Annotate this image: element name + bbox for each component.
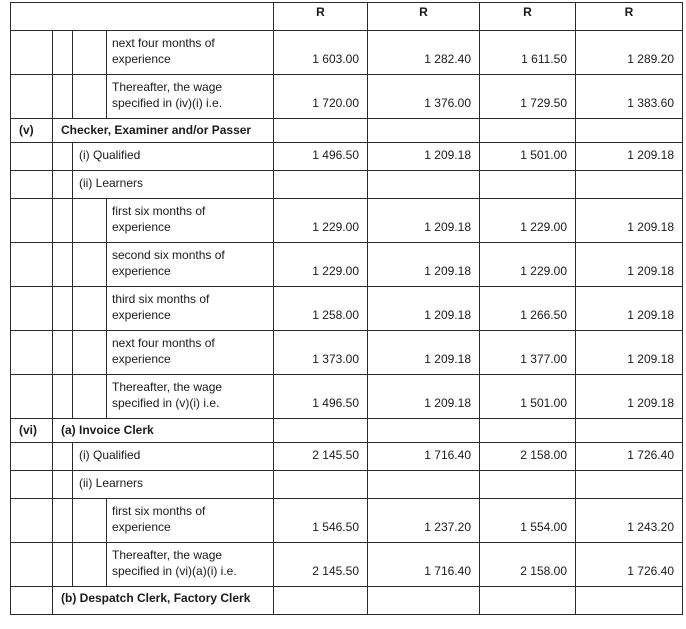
wage-value: 1 209.18: [627, 308, 674, 322]
value-cell: [273, 498, 368, 543]
wage-value: 1 209.18: [627, 396, 674, 410]
value-cell: [367, 170, 480, 199]
wage-value: 1 383.60: [627, 96, 674, 110]
wage-value: 1 209.18: [424, 352, 471, 366]
wage-value: 1 209.18: [627, 264, 674, 278]
section-number-cell: [10, 118, 53, 143]
value-cell: [479, 330, 576, 375]
value-cell: [273, 586, 368, 615]
indent-cell: [72, 374, 107, 419]
value-cell: [273, 142, 368, 171]
wage-value: 1 546.50: [312, 520, 359, 534]
value-cell: [273, 470, 368, 499]
section-label-cell: [52, 586, 274, 615]
value-cell: [479, 418, 576, 443]
indent-cell: [10, 470, 53, 499]
row-label-line: experience: [112, 220, 171, 234]
wage-value: 2 158.00: [520, 564, 567, 578]
value-cell: [273, 286, 368, 331]
section-label: (b) Despatch Clerk, Factory Clerk: [61, 591, 251, 605]
value-cell: [575, 542, 683, 587]
indent-cell: [52, 242, 73, 287]
wage-value: 1 603.00: [312, 52, 359, 66]
indent-cell: [52, 442, 73, 471]
indent-cell: [52, 330, 73, 375]
value-cell: [367, 286, 480, 331]
row-label-line: Thereafter, the wage: [112, 380, 223, 394]
value-cell: [575, 170, 683, 199]
wage-value: 1 209.18: [424, 220, 471, 234]
value-cell: [367, 442, 480, 471]
section-label-cell: [52, 118, 274, 143]
indent-cell: [10, 286, 53, 331]
wage-value: 1 209.18: [424, 264, 471, 278]
value-cell: [575, 142, 683, 171]
value-cell: [479, 374, 576, 419]
wage-value: 1 209.18: [424, 148, 471, 162]
wage-value: 1 729.50: [520, 96, 567, 110]
value-cell: [367, 330, 480, 375]
value-cell: [273, 198, 368, 243]
value-cell: [273, 542, 368, 587]
indent-cell: [72, 330, 107, 375]
section-label-cell: [52, 418, 274, 443]
value-cell: [575, 498, 683, 543]
value-cell: [575, 198, 683, 243]
indent-cell: [52, 498, 73, 543]
value-cell: [575, 330, 683, 375]
row-label-cell: [106, 286, 274, 331]
value-cell: [575, 242, 683, 287]
header-cell: [479, 2, 576, 31]
row-label-cell: [72, 170, 274, 199]
row-label-cell: [72, 470, 274, 499]
value-cell: [479, 170, 576, 199]
value-cell: [479, 242, 576, 287]
row-label-line: experience: [112, 308, 171, 322]
row-label-cell: [72, 442, 274, 471]
header-cell: [367, 2, 480, 31]
value-cell: [273, 374, 368, 419]
row-label-cell: [72, 142, 274, 171]
value-cell: [575, 118, 683, 143]
value-cell: [273, 330, 368, 375]
indent-cell: [10, 170, 53, 199]
section-number-cell: [10, 418, 53, 443]
indent-cell: [52, 142, 73, 171]
value-cell: [479, 30, 576, 75]
row-label: (i) Qualified: [79, 448, 141, 462]
row-label-line: third six months of: [112, 292, 210, 306]
wage-value: 1 266.50: [520, 308, 567, 322]
section-label: Checker, Examiner and/or Passer: [61, 123, 252, 137]
row-label-line: second six months of: [112, 248, 225, 262]
wage-value: 1 209.18: [424, 396, 471, 410]
row-label-cell: [106, 374, 274, 419]
value-cell: [479, 198, 576, 243]
row-label-line: experience: [112, 52, 171, 66]
value-cell: [273, 118, 368, 143]
value-cell: [479, 74, 576, 119]
value-cell: [367, 242, 480, 287]
indent-cell: [10, 30, 53, 75]
indent-cell: [52, 374, 73, 419]
value-cell: [575, 418, 683, 443]
header-label-cell: [10, 2, 274, 31]
wage-value: 1 501.00: [520, 396, 567, 410]
wage-value: 1 377.00: [520, 352, 567, 366]
wage-value: 1 716.40: [424, 448, 471, 462]
indent-cell: [10, 142, 53, 171]
row-label-line: specified in (iv)(i) i.e.: [112, 96, 223, 110]
row-label-line: first six months of: [112, 504, 206, 518]
indent-cell: [10, 374, 53, 419]
wage-value: 1 289.20: [627, 52, 674, 66]
row-label-line: specified in (vi)(a)(i) i.e.: [112, 564, 237, 578]
wage-value: 1 229.00: [312, 264, 359, 278]
value-cell: [575, 286, 683, 331]
value-cell: [273, 30, 368, 75]
currency-header: R: [316, 5, 325, 19]
indent-cell: [10, 330, 53, 375]
indent-cell: [72, 498, 107, 543]
value-cell: [479, 498, 576, 543]
wage-value: 2 145.50: [312, 448, 359, 462]
wage-value: 1 554.00: [520, 520, 567, 534]
value-cell: [367, 418, 480, 443]
value-cell: [479, 586, 576, 615]
value-cell: [575, 470, 683, 499]
wage-value: 1 229.00: [520, 264, 567, 278]
wage-value: 2 158.00: [520, 448, 567, 462]
value-cell: [367, 374, 480, 419]
wage-value: 1 258.00: [312, 308, 359, 322]
value-cell: [575, 74, 683, 119]
indent-cell: [10, 442, 53, 471]
row-label-line: experience: [112, 520, 171, 534]
indent-cell: [52, 542, 73, 587]
indent-cell: [52, 30, 73, 75]
wage-value: 1 243.20: [627, 520, 674, 534]
row-label-cell: [106, 330, 274, 375]
section-label: (a) Invoice Clerk: [61, 423, 154, 437]
wage-value: 1 496.50: [312, 148, 359, 162]
row-label-cell: [106, 30, 274, 75]
currency-header: R: [523, 5, 532, 19]
wage-value: 1 237.20: [424, 520, 471, 534]
wage-value: 1 209.18: [627, 148, 674, 162]
wage-value: 1 611.50: [521, 52, 567, 66]
section-number: (vi): [19, 423, 37, 437]
wage-value: 1 376.00: [424, 96, 471, 110]
value-cell: [367, 30, 480, 75]
value-cell: [273, 442, 368, 471]
wage-value: 1 501.00: [520, 148, 567, 162]
wage-value: 1 209.18: [424, 308, 471, 322]
indent-cell: [10, 198, 53, 243]
wage-value: 1 726.40: [627, 448, 674, 462]
value-cell: [367, 498, 480, 543]
value-cell: [575, 442, 683, 471]
indent-cell: [52, 170, 73, 199]
value-cell: [367, 118, 480, 143]
indent-cell: [72, 242, 107, 287]
row-label: (ii) Learners: [79, 476, 144, 490]
wage-value: 1 209.18: [627, 352, 674, 366]
wage-value: 1 229.00: [312, 220, 359, 234]
value-cell: [367, 198, 480, 243]
value-cell: [479, 542, 576, 587]
value-cell: [575, 30, 683, 75]
value-cell: [367, 586, 480, 615]
wage-value: 1 720.00: [312, 96, 359, 110]
wage-value: 1 726.40: [627, 564, 674, 578]
indent-cell: [52, 74, 73, 119]
wage-value: 1 209.18: [627, 220, 674, 234]
row-label-line: next four months of: [112, 336, 215, 350]
row-label-line: next four months of: [112, 36, 215, 50]
value-cell: [367, 74, 480, 119]
value-cell: [479, 470, 576, 499]
value-cell: [479, 286, 576, 331]
section-number: (v): [19, 123, 34, 137]
row-label-cell: [106, 498, 274, 543]
indent-cell: [72, 198, 107, 243]
wage-value: 2 145.50: [312, 564, 359, 578]
indent-cell: [10, 586, 53, 615]
value-cell: [367, 142, 480, 171]
value-cell: [273, 170, 368, 199]
currency-header: R: [419, 5, 428, 19]
value-cell: [575, 586, 683, 615]
value-cell: [367, 470, 480, 499]
value-cell: [273, 418, 368, 443]
row-label-cell: [106, 542, 274, 587]
row-label-line: Thereafter, the wage: [112, 548, 223, 562]
value-cell: [479, 118, 576, 143]
header-cell: [273, 2, 368, 31]
row-label-line: experience: [112, 352, 171, 366]
indent-cell: [10, 74, 53, 119]
indent-cell: [72, 286, 107, 331]
indent-cell: [72, 542, 107, 587]
row-label: (i) Qualified: [79, 148, 141, 162]
indent-cell: [10, 498, 53, 543]
value-cell: [479, 442, 576, 471]
row-label-line: specified in (v)(i) i.e.: [112, 396, 220, 410]
wage-value: 1 229.00: [520, 220, 567, 234]
indent-cell: [52, 286, 73, 331]
indent-cell: [52, 198, 73, 243]
row-label-line: Thereafter, the wage: [112, 80, 223, 94]
wage-value: 1 282.40: [424, 52, 471, 66]
row-label-cell: [106, 74, 274, 119]
wage-value: 1 373.00: [312, 352, 359, 366]
value-cell: [479, 142, 576, 171]
indent-cell: [10, 542, 53, 587]
row-label-cell: [106, 242, 274, 287]
currency-header: R: [624, 5, 634, 19]
value-cell: [273, 242, 368, 287]
wage-value: 1 496.50: [312, 396, 359, 410]
row-label-cell: [106, 198, 274, 243]
indent-cell: [10, 242, 53, 287]
header-cell: [575, 2, 683, 31]
value-cell: [575, 374, 683, 419]
indent-cell: [52, 470, 73, 499]
indent-cell: [72, 74, 107, 119]
value-cell: [273, 74, 368, 119]
row-label: (ii) Learners: [79, 176, 144, 190]
value-cell: [367, 542, 480, 587]
row-label-line: first six months of: [112, 204, 206, 218]
indent-cell: [72, 30, 107, 75]
row-label-line: experience: [112, 264, 171, 278]
wage-value: 1 716.40: [424, 564, 471, 578]
